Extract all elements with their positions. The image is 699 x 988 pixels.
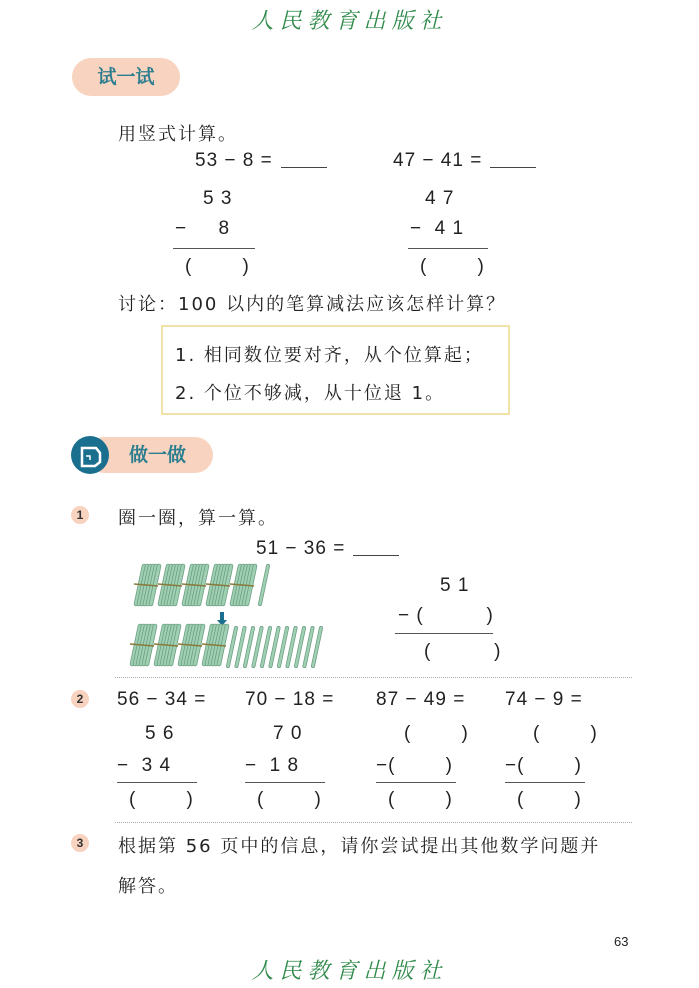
vertical-result[interactable]: ( ) [257, 789, 322, 810]
stick-bundle [158, 566, 183, 604]
equation [245, 689, 334, 711]
vertical-result[interactable]: ( ) [129, 789, 194, 810]
stick-bundle [182, 566, 207, 604]
stick-bundle [206, 566, 231, 604]
try-it-badge: 试一试 [72, 58, 180, 96]
vertical-result[interactable]: ( ) [388, 789, 453, 810]
rule-2: 2. 个位不够减，从十位退 1。 [175, 383, 446, 404]
page-number: 63 [614, 934, 629, 949]
single-stick-fill [262, 628, 270, 666]
vertical-top: 7 0 [273, 723, 303, 744]
vertical-line [408, 248, 488, 249]
single-stick-fill [271, 628, 279, 666]
single-stick-fill [313, 628, 321, 666]
equation-text: 56 − 34 = [117, 689, 207, 710]
q3-text-line1: 根据第 56 页中的信息，请你尝试提出其他数学问题并 [118, 836, 601, 857]
publisher-logo-footer: 人民教育出版社 [251, 959, 448, 984]
vertical-line [117, 782, 197, 783]
stick-bundle [202, 626, 227, 664]
single-stick-fill [254, 628, 262, 666]
stick-bundle [134, 566, 159, 604]
divider [115, 677, 632, 678]
rule-1: 1. 相同数位要对齐，从个位算起； [175, 345, 484, 366]
vertical-top: 5 6 [145, 723, 175, 744]
rules-box [161, 325, 510, 415]
vertical-line [173, 248, 255, 249]
vertical-top[interactable]: ( ) [533, 723, 598, 744]
equation [256, 538, 399, 560]
equation [393, 150, 536, 172]
answer-blank[interactable] [353, 554, 399, 556]
single-stick-fill [305, 628, 313, 666]
question-number-3: 3 [71, 834, 89, 852]
vertical-top[interactable]: ( ) [404, 723, 469, 744]
equation [195, 150, 327, 172]
vertical-sub: − 3 4 [117, 755, 172, 776]
do-it-label: 做一做 [128, 444, 186, 466]
vertical-sub: − 1 8 [245, 755, 300, 776]
vertical-result[interactable]: ( ) [420, 256, 485, 277]
vertical-sub[interactable]: −( ) [505, 755, 582, 776]
equation-text: 51 − 36 = [256, 538, 346, 559]
equation [117, 689, 206, 711]
vertical-result[interactable]: ( ) [424, 641, 502, 662]
q1-text: 圈一圈，算一算。 [118, 508, 278, 529]
stick-bundle [178, 626, 203, 664]
vertical-sub: − 4 1 [410, 218, 465, 239]
vertical-line [376, 782, 456, 783]
vertical-sub: − 8 [175, 218, 231, 239]
single-stick-fill [237, 628, 245, 666]
vertical-result[interactable]: ( ) [517, 789, 582, 810]
single-stick-fill [228, 628, 236, 666]
equation-text: 47 − 41 = [393, 150, 483, 171]
equation [505, 689, 583, 711]
vertical-result[interactable]: ( ) [185, 256, 250, 277]
single-stick-fill [288, 628, 296, 666]
single-stick-fill [260, 566, 268, 604]
vertical-sub[interactable]: − ( ) [398, 605, 494, 626]
question-number-1: 1 [71, 506, 89, 524]
question-number-2: 2 [71, 690, 89, 708]
stick-bundle [230, 566, 255, 604]
vertical-top: 4 7 [425, 188, 455, 209]
single-stick-fill [296, 628, 304, 666]
equation [376, 689, 465, 711]
vertical-line [245, 782, 325, 783]
equation-text: 70 − 18 = [245, 689, 335, 710]
vertical-top: 5 3 [203, 188, 233, 209]
answer-blank[interactable] [281, 166, 327, 168]
pencil-notebook-icon [71, 436, 109, 474]
discussion: 讨论：100 以内的笔算减法应该怎样计算？ [118, 294, 507, 315]
stick-bundle [130, 626, 155, 664]
equation-text: 74 − 9 = [505, 689, 583, 710]
vertical-line [505, 782, 585, 783]
divider [115, 822, 632, 823]
q3-text-line2: 解答。 [118, 876, 178, 897]
vertical-top: 5 1 [440, 575, 470, 596]
equation-text: 53 − 8 = [195, 150, 273, 171]
publisher-logo-header: 人民教育出版社 [251, 9, 448, 34]
vertical-sub[interactable]: −( ) [376, 755, 453, 776]
instruction: 用竖式计算。 [118, 124, 238, 145]
equation-text: 87 − 49 = [376, 689, 466, 710]
stick-bundle [154, 626, 179, 664]
counting-sticks-picture [120, 562, 340, 672]
single-stick-fill [245, 628, 253, 666]
single-stick-fill [279, 628, 287, 666]
vertical-line [395, 633, 493, 634]
answer-blank[interactable] [490, 166, 536, 168]
